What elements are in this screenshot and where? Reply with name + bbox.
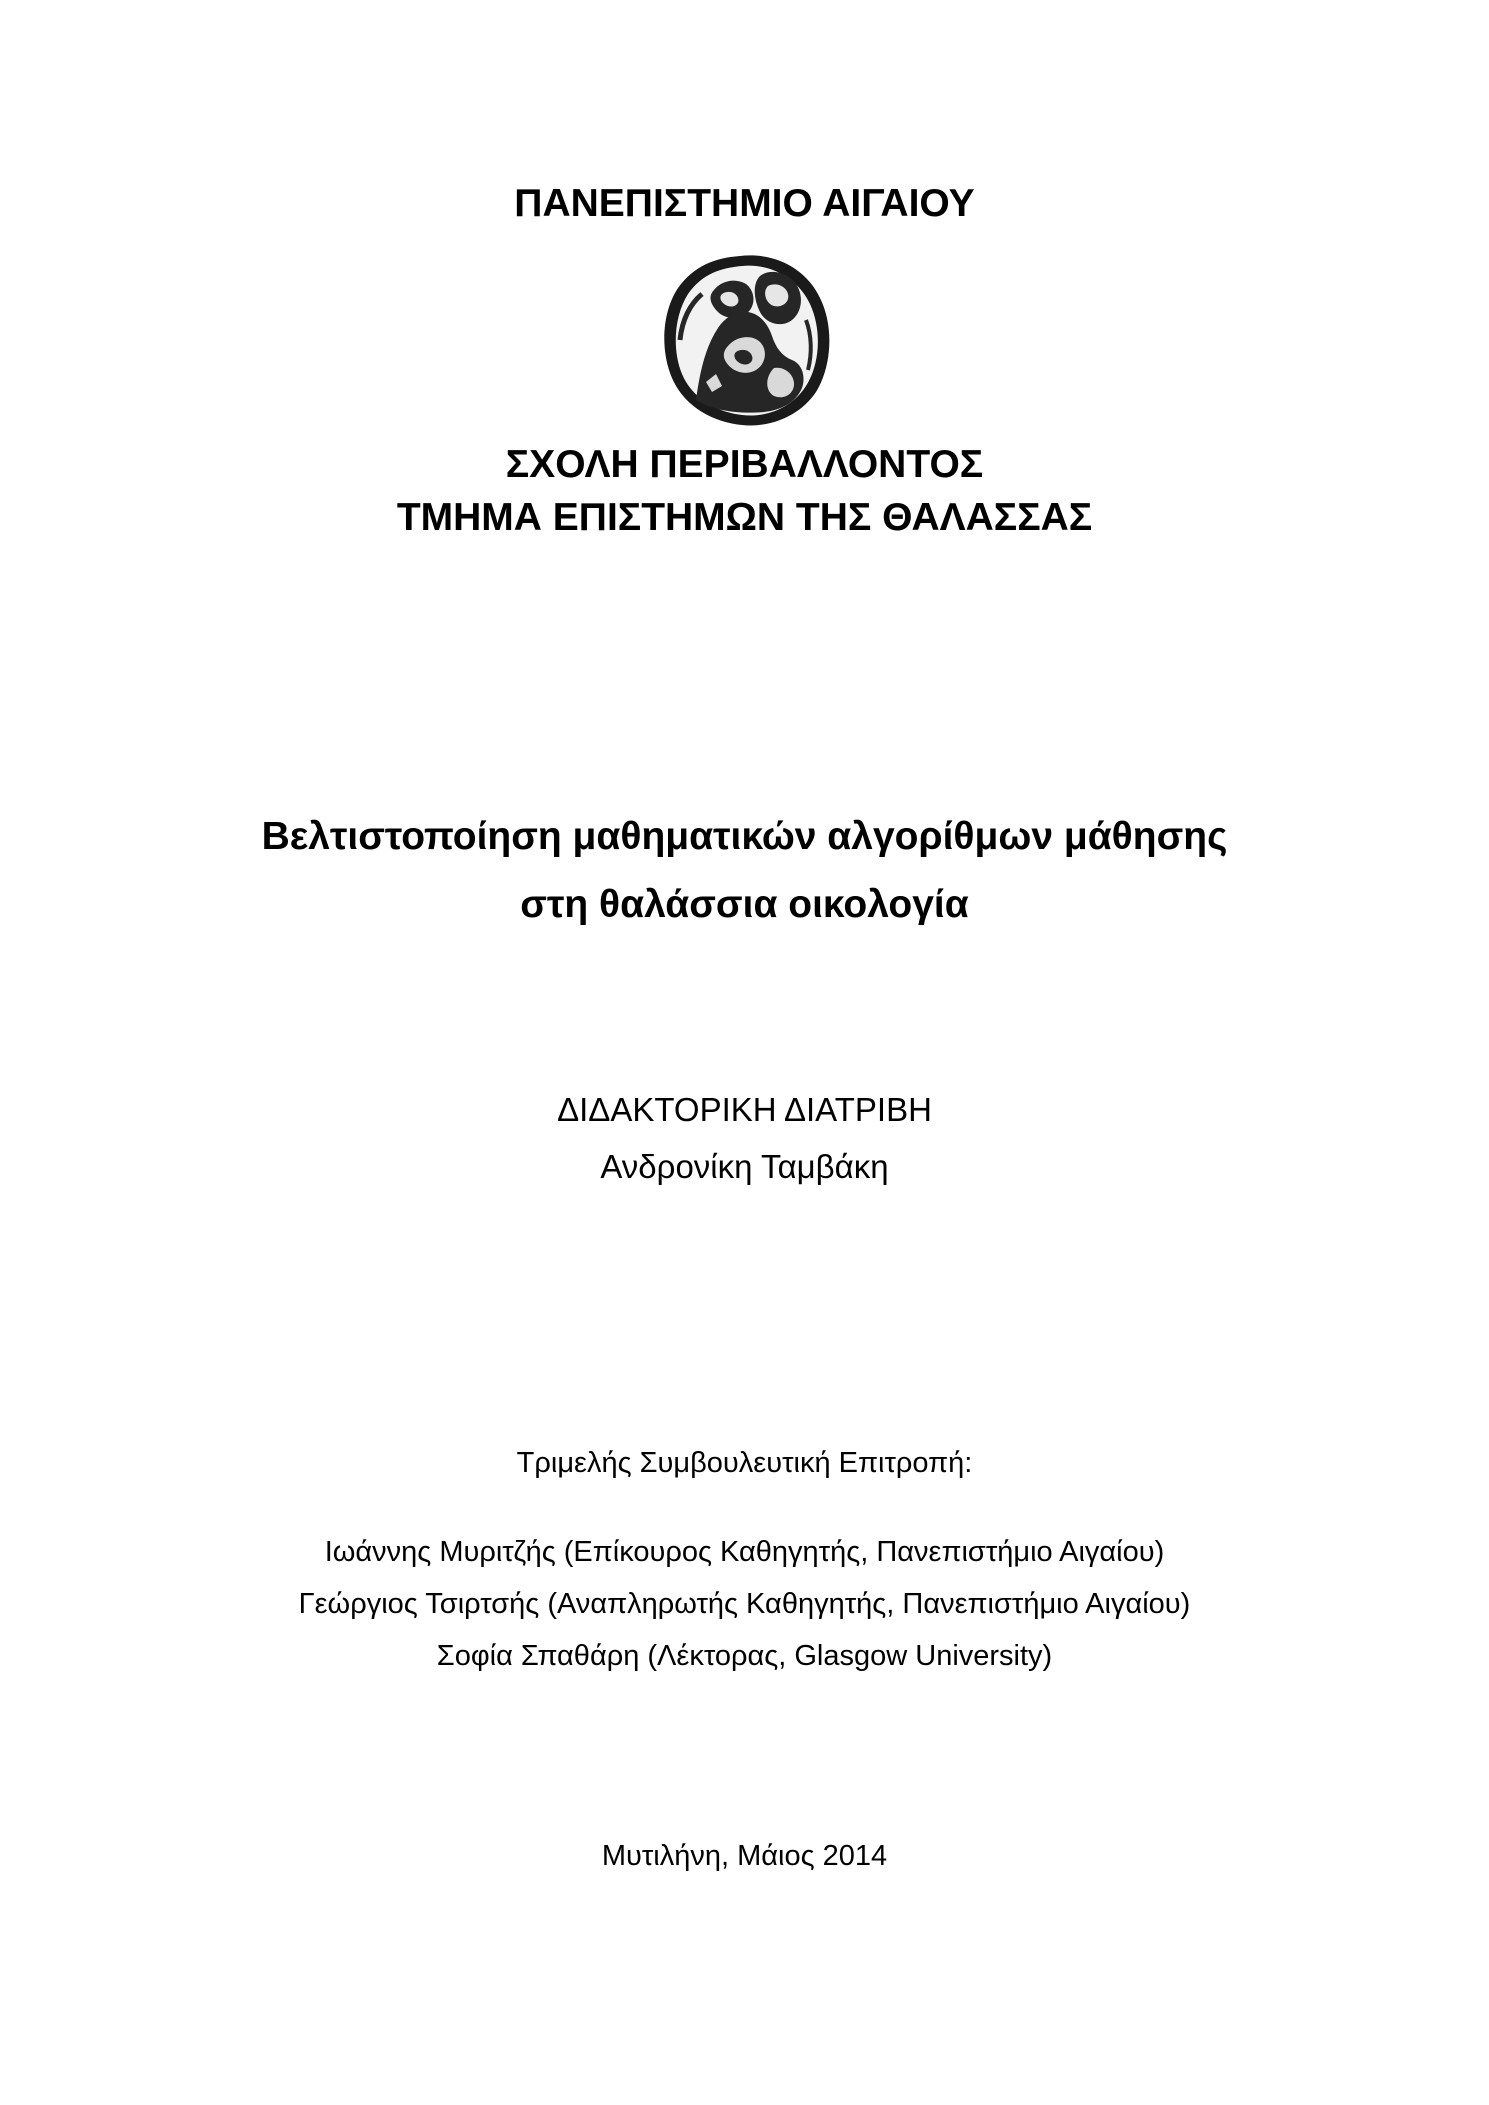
committee-member: Σοφία Σπαθάρη (Λέκτορας, Glasgow University) <box>436 1640 1053 1672</box>
author-name: Ανδρονίκη Ταμβάκη <box>600 1148 889 1185</box>
thesis-type: ΔΙΔΑΚΤΟΡΙΚΗ ΔΙΑΤΡΙΒΗ <box>557 1091 932 1128</box>
thesis-title-line-1: Βελτιστοποίηση μαθηματικών αλγορίθμων μάθησης <box>261 815 1228 858</box>
university-name: ΠΑΝΕΠΙΣΤΗΜΙΟ ΑΙΓΑΙΟΥ <box>514 182 975 225</box>
thesis-title-line-2: στη θαλάσσια οικολογία <box>520 883 969 926</box>
committee-member: Γεώργιος Τσιρτσής (Αναπληρωτής Καθηγητής, Πανεπιστήμιο Αιγαίου) <box>298 1588 1191 1620</box>
school-name: ΣΧΟΛΗ ΠΕΡΙΒΑΛΛΟΝΤΟΣ <box>505 443 984 486</box>
university-seal-icon <box>656 250 836 430</box>
place-and-date: Μυτιλήνη, Μάιος 2014 <box>601 1840 888 1872</box>
department-name: ΤΜΗΜΑ ΕΠΙΣΤΗΜΩΝ ΤΗΣ ΘΑΛΑΣΣΑΣ <box>396 496 1093 539</box>
committee-member: Ιωάννης Μυριτζής (Επίκουρος Καθηγητής, Πανεπιστήμιο Αιγαίου) <box>324 1536 1165 1568</box>
committee-heading: Τριμελής Συμβουλευτική Επιτροπή: <box>516 1447 973 1479</box>
